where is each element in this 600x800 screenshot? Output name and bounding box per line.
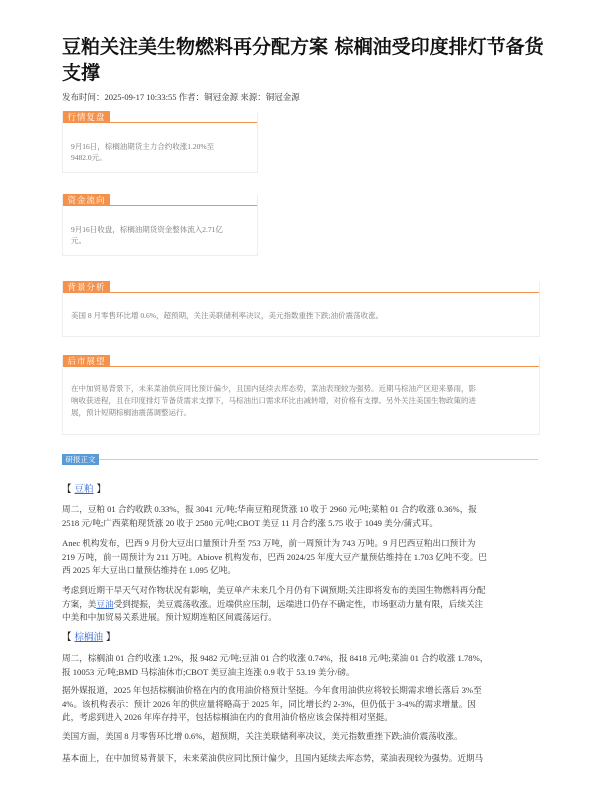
text-line: 此，考虑到进入 2026 年库存持平，包括棕榈油在内的食用油价格应该会保持相对坚挺。 <box>62 712 393 722</box>
soy-oil-link[interactable]: 豆油 <box>96 598 114 609</box>
fund-flow-card <box>62 195 258 256</box>
text-line: 西 2025 年大豆出口量预估维持在 1.095 亿吨。 <box>62 565 237 575</box>
market-review-card <box>62 112 258 173</box>
bracket-close: 】 <box>96 485 107 495</box>
fund-flow-text-1: 9月16日收盘，棕榈油期货资金整体流入2.71亿 <box>71 225 223 234</box>
bracket-open: 【 <box>62 633 72 643</box>
text-line: 基本面上，在中加贸易背景下，未来菜油供应同比预计偏少，且国内延续去库态势，菜油表现较为强势。近期马 <box>62 753 484 763</box>
research-section-divider <box>62 459 538 460</box>
palm-paragraph-3 <box>62 730 540 744</box>
palm-paragraph-2 <box>62 684 540 725</box>
soy-paragraph-3 <box>62 584 540 625</box>
card-divider <box>63 366 539 367</box>
palm-oil-heading <box>62 629 116 643</box>
soy-meal-heading <box>62 481 106 495</box>
text-line: 4%。该机构表示：预计 2026 年的供应量将略高于 2025 年，同比增长约 2-3%，但仍低于 3-4%的需求增量。因 <box>62 698 476 709</box>
fund-flow-tag: 资金流向 <box>63 194 110 206</box>
palm-paragraph-1 <box>62 652 540 679</box>
text-line: 据外媒报道，2025 年包括棕榈油价格在内的食用油价格预计坚挺。今年食用油供应将较长期需求增长落后 3%至 <box>62 685 482 695</box>
background-analysis-tag: 背景分析 <box>63 281 110 293</box>
outlook-tag: 后市展望 <box>63 355 110 367</box>
outlook-card <box>62 356 540 435</box>
text-line: Anec 机构发布，巴西 9 月份大豆出口量预计升至 753 万吨，前一周预计为 743 万吨。9 月巴西豆粕出口预计为 <box>62 538 476 548</box>
text-line: 219 万吨，前一周预计为 211 万吨。Abiove 机构发布，巴西 2024/25 年度大豆产量预估维持在 1.703 亿吨不变。巴 <box>62 551 487 562</box>
outlook-text-2: 响收获进程，且在印度排灯节备货需求支撑下，马棕油出口需求环比由减转增，对价格有支撑。另外关注美国生物政策的进 <box>71 396 476 405</box>
market-review-tag: 行情复盘 <box>63 111 110 123</box>
soy-paragraph-1 <box>62 503 540 530</box>
text-line: 考虑到近期干旱天气对作物状况有影响，美豆单产未来几个月仍有下调预期;关注即将发布的美国生物燃料再分配 <box>62 585 486 595</box>
outlook-text-3: 展，预计短期棕榈油震荡调整运行。 <box>71 408 191 417</box>
palm-paragraph-4 <box>62 752 540 766</box>
text-line: 2518 元/吨;广西菜粕现货涨 20 收于 2580 元/吨;CBOT 美豆 11 月合约涨 5.75 收于 1049 美分/蒲式耳。 <box>62 517 438 528</box>
background-analysis-text: 美国 8 月零售环比增 0.6%，超预期，关注美联储利率决议，美元指数重挫下跌;油价震荡收涨。 <box>71 311 384 320</box>
soy-paragraph-2 <box>62 537 540 578</box>
research-section-tag: 研报正文 <box>62 454 99 465</box>
article-meta: 发布时间：2025-09-17 10:33:55 作者：铜冠金源 来源：铜冠金源 <box>62 92 300 102</box>
text-span: 受到提振，美豆震荡收涨。近端供应压制，远端进口仍存不确定性，市场驱动力量有限，后续关注 <box>113 598 484 609</box>
market-review-text-2: 9482.0元。 <box>71 153 107 162</box>
text-span: 方案，美 <box>62 598 97 609</box>
background-analysis-card <box>62 282 540 337</box>
bracket-open: 【 <box>62 485 72 495</box>
text-line <box>62 598 540 612</box>
fund-flow-text-2: 元。 <box>71 236 86 245</box>
text-line: 周二，豆粕 01 合约收跌 0.33%，报 3041 元/吨;华南豆粕现货涨 10 收于 2960 元/吨;菜粕 01 合约收涨 0.36%，报 <box>62 504 477 514</box>
article-title: 豆粕关注美生物燃料再分配方案 棕榈油受印度排灯节备货支撑 <box>62 36 544 84</box>
text-line: 中美和中加贸易关系进展。预计短期连粕区间震荡运行。 <box>62 612 277 622</box>
text-line: 周二，棕榈油 01 合约收涨 1.2%，报 9482 元/吨;豆油 01 合约收涨 0.74%，报 8418 元/吨;菜油 01 合约收涨 1.78%， <box>62 653 489 663</box>
text-line: 美国方面，美国 8 月零售环比增 0.6%，超预期，关注美联储利率决议，美元指数重挫下跌;油价震荡收涨。 <box>62 731 463 741</box>
bracket-close: 】 <box>106 633 116 643</box>
soy-meal-link[interactable]: 豆粕 <box>74 485 94 495</box>
market-review-text-1: 9月16日，棕榈油期货主力合约收涨1.20%至 <box>71 142 215 151</box>
palm-oil-link[interactable]: 棕榈油 <box>74 633 104 643</box>
card-divider <box>63 292 539 293</box>
text-line: 报 10053 元/吨;BMD 马棕油休市;CBOT 美豆油主连涨 0.9 收于 53.19 美分/磅。 <box>62 666 355 677</box>
outlook-text-1: 在中加贸易背景下，未来菜油供应同比预计偏少，且国内延续去库态势，菜油表现较为强势。近期马棕油产区迎来暴雨，影 <box>71 384 476 393</box>
